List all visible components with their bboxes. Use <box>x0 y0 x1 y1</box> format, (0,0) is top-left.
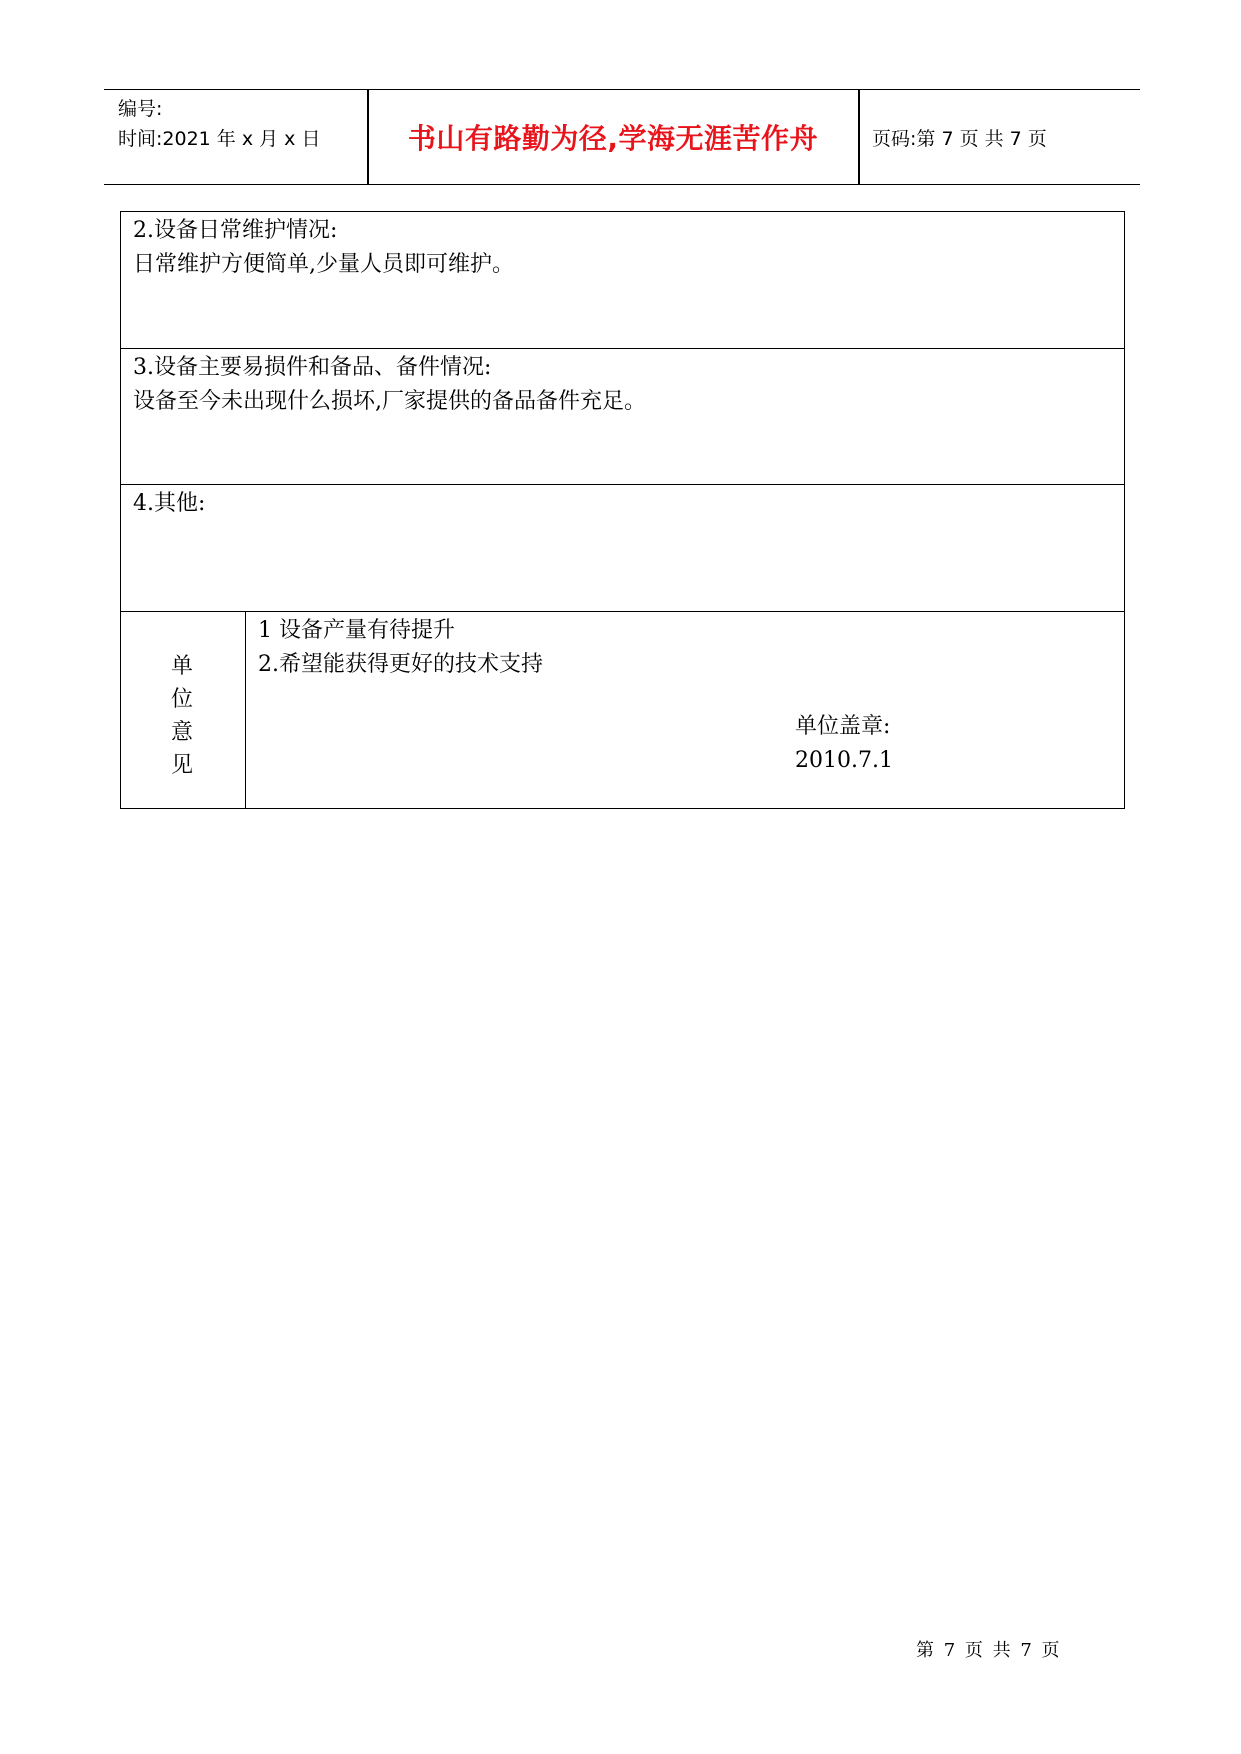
opinion-line: 1 设备产量有待提升 <box>258 618 455 643</box>
section-other <box>121 485 1124 612</box>
section-maintenance <box>121 212 1124 349</box>
label-char: 单 <box>171 654 194 679</box>
section-content: 设备至今未出现什么损坏,厂家提供的备品备件充足。 <box>133 389 646 414</box>
section-content: 日常维护方便简单,少量人员即可维护。 <box>133 252 514 277</box>
opinion-line: 2.希望能获得更好的技术支持 <box>258 652 543 677</box>
section-unit-opinion <box>121 612 1124 808</box>
stamp-label: 单位盖章: <box>795 714 891 739</box>
equipment-form-table <box>120 211 1125 809</box>
unit-opinion-label <box>121 612 246 808</box>
page-footer: 第 7 页 共 7 页 <box>916 1640 1062 1661</box>
page-header <box>104 89 1140 185</box>
section-spare-parts <box>121 349 1124 485</box>
header-left-cell <box>118 94 320 154</box>
section-title: 4.其他: <box>133 491 206 516</box>
header-page-info: 页码:第 7 页 共 7 页 <box>872 127 1047 150</box>
unit-stamp <box>795 710 893 778</box>
label-char: 见 <box>171 753 194 778</box>
section-title: 3.设备主要易损件和备品、备件情况: <box>133 355 492 380</box>
header-divider <box>367 90 369 184</box>
serial-number-label: 编号: <box>118 98 163 120</box>
label-char: 意 <box>171 720 194 745</box>
section-title: 2.设备日常维护情况: <box>133 218 338 243</box>
label-char: 位 <box>171 687 194 712</box>
date-label: 时间:2021 年 x 月 x 日 <box>118 128 321 150</box>
header-divider <box>858 90 860 184</box>
unit-opinion-text <box>258 614 543 682</box>
stamp-date: 2010.7.1 <box>795 748 893 773</box>
header-motto: 书山有路勤为径,学海无涯苦作舟 <box>407 122 819 155</box>
